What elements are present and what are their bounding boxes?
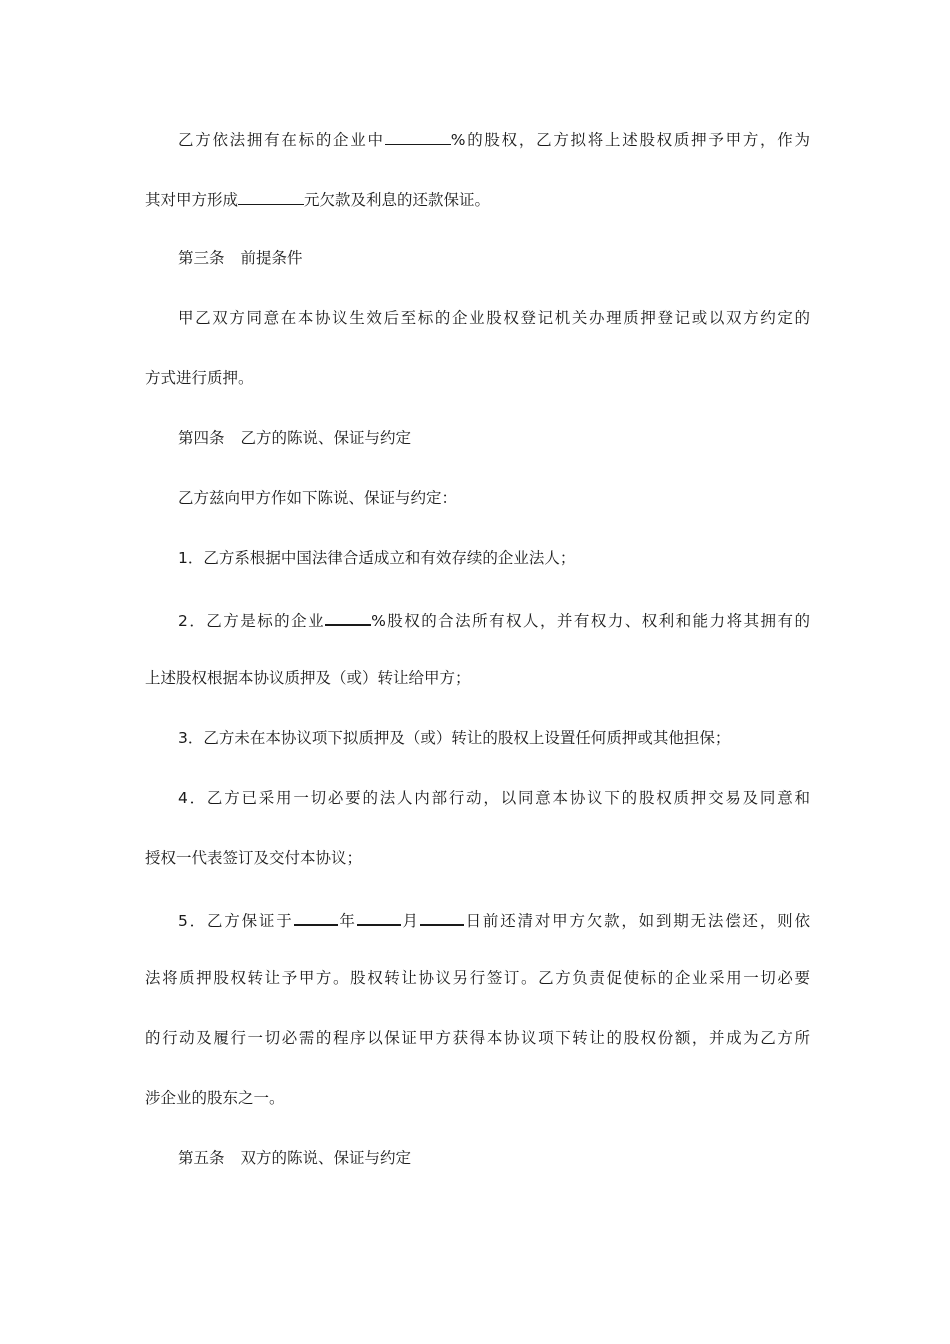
blank-year bbox=[294, 907, 338, 926]
article-title: 前提条件 bbox=[240, 249, 303, 267]
article-5-heading bbox=[178, 1147, 810, 1169]
text-segment: 涉企业的股东之一。 bbox=[145, 1089, 285, 1107]
list-item-2-line2 bbox=[145, 667, 810, 689]
article-title: 乙方的陈说、保证与约定 bbox=[240, 429, 412, 447]
text-segment: 甲乙双方同意在本协议生效后至标的企业股权登记机关办理质押登记或以双方约定的 bbox=[178, 309, 810, 327]
list-item-5-line4 bbox=[145, 1087, 810, 1109]
text-segment: 元欠款及利息的还款保证。 bbox=[304, 191, 491, 209]
text-segment: 5．乙方保证于 bbox=[178, 912, 294, 930]
text-segment: 乙方兹向甲方作如下陈说、保证与约定： bbox=[178, 489, 458, 507]
text-segment: 其对甲方形成 bbox=[145, 191, 239, 209]
list-item-5-line3 bbox=[145, 1027, 810, 1049]
text-segment: 3．乙方未在本协议项下拟质押及（或）转让的股权上设置任何质押或其他担保； bbox=[178, 729, 731, 747]
list-item-4-line1 bbox=[178, 787, 810, 809]
text-segment: 乙方依法拥有在标的企业中 bbox=[178, 131, 385, 149]
article-3-heading bbox=[178, 247, 810, 269]
text-segment: 2．乙方是标的企业 bbox=[178, 612, 326, 630]
list-item-3 bbox=[178, 727, 810, 749]
text-segment: 日前还清对甲方欠款，如到期无法偿还，则依 bbox=[463, 912, 810, 930]
text-segment: 方式进行质押。 bbox=[145, 369, 254, 387]
text-segment: 授权一代表签订及交付本协议； bbox=[145, 849, 363, 867]
list-item-2-line1 bbox=[178, 607, 810, 632]
list-item-4-line2 bbox=[145, 847, 810, 869]
text-segment: 1．乙方系根据中国法律合适成立和有效存续的企业法人； bbox=[178, 549, 576, 567]
paragraph-share-pledge-line2 bbox=[145, 187, 810, 211]
blank-amount bbox=[238, 187, 304, 205]
blank-day bbox=[420, 907, 464, 926]
paragraph-share-pledge-line1 bbox=[178, 127, 810, 151]
text-segment: %的股权，乙方拟将上述股权质押予甲方，作为 bbox=[450, 131, 810, 149]
list-item-5-line1 bbox=[178, 907, 810, 932]
text-segment: %股权的合法所有权人，并有权力、权利和能力将其拥有的 bbox=[371, 612, 810, 630]
blank-percentage bbox=[385, 127, 451, 145]
article-number: 第五条 bbox=[178, 1149, 225, 1167]
text-segment: 上述股权根据本协议质押及（或）转让给甲方； bbox=[145, 669, 471, 687]
text-segment: 4．乙方已采用一切必要的法人内部行动，以同意本协议下的股权质押交易及同意和 bbox=[178, 789, 810, 807]
text-segment: 法将质押股权转让予甲方。股权转让协议另行签订。乙方负责促使标的企业采用一切必要 bbox=[145, 969, 810, 987]
list-item-1 bbox=[178, 547, 810, 569]
article-number: 第三条 bbox=[178, 249, 225, 267]
article-4-heading bbox=[178, 427, 810, 449]
list-item-5-line2 bbox=[145, 967, 810, 989]
paragraph-representations-intro bbox=[178, 487, 810, 509]
article-title: 双方的陈说、保证与约定 bbox=[240, 1149, 412, 1167]
paragraph-precondition-line2 bbox=[145, 367, 810, 389]
text-segment: 年 bbox=[337, 912, 357, 930]
article-number: 第四条 bbox=[178, 429, 225, 447]
paragraph-precondition-line1 bbox=[178, 307, 810, 329]
text-segment: 的行动及履行一切必需的程序以保证甲方获得本协议项下转让的股权份额，并成为乙方所 bbox=[145, 1029, 810, 1047]
blank-month bbox=[357, 907, 401, 926]
text-segment: 月 bbox=[400, 912, 420, 930]
blank-percentage bbox=[325, 607, 371, 626]
